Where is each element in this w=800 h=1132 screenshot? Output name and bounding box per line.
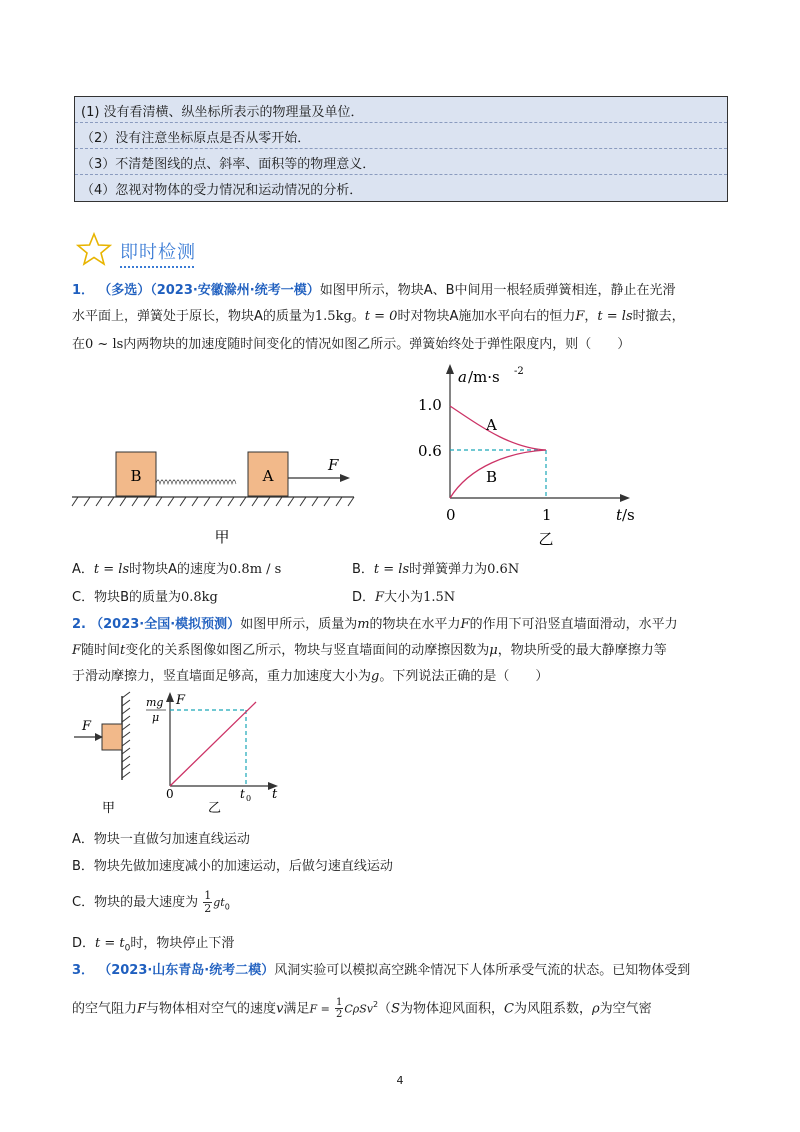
q2-y-arrowhead	[166, 692, 174, 702]
q3-text: （	[378, 1001, 392, 1017]
option-text: 物块B的质量为	[94, 590, 181, 605]
q1-option-c[interactable]	[72, 586, 218, 605]
q2-line	[170, 702, 256, 786]
note-divider	[75, 122, 727, 123]
q2-option-d[interactable]	[72, 932, 234, 954]
q2-block	[102, 724, 122, 750]
q3-text: 与物体相对空气的速度	[146, 1001, 277, 1017]
q1-t0: t = 0	[364, 309, 398, 324]
q1-figure-jia	[70, 440, 360, 550]
q1-text: 内两物块的加速度随时间变化的情况如图乙所示。弹簧始终处于弹性限度内，则（ ）	[123, 337, 631, 352]
option-text: 时物块A的速度为	[129, 562, 230, 577]
note-3: （3）不清楚图线的点、斜率、面积等的物理意义．	[81, 157, 376, 172]
x-tick-0: 0	[446, 506, 456, 524]
option-label: A．	[72, 562, 94, 577]
q3-text: 为物体迎风面积，	[399, 1001, 504, 1017]
force-arrowhead	[340, 474, 350, 482]
option-value: 0.8m / s	[229, 562, 282, 577]
q1-text: ，	[584, 309, 598, 324]
option-var: t = ls	[373, 562, 410, 577]
q2-option-c[interactable]	[72, 890, 230, 915]
q2-var: μ	[489, 643, 498, 658]
option-label: D．	[72, 936, 96, 951]
q2-text: 变化的关系图像如图乙所示，物块与竖直墙面间的动摩擦因数为	[125, 643, 490, 658]
x-arrowhead	[620, 494, 630, 502]
q3-source: （2023·山东青岛·统考二模）	[98, 963, 275, 978]
option-label: C．	[72, 590, 95, 605]
y-tick-1: 1.0	[418, 396, 442, 414]
y-tick-06: 0.6	[418, 442, 442, 460]
q1-line-1	[72, 282, 676, 300]
q3-var: F	[137, 1001, 147, 1017]
q2-text: 。下列说法正确的是（ ）	[379, 669, 549, 684]
curve-b	[450, 450, 546, 498]
q2-x-label: t	[272, 787, 278, 802]
q3-line-2	[72, 990, 652, 1024]
force-label: F	[328, 456, 339, 474]
y-label-a: a	[458, 368, 467, 386]
q2-x-t0: t	[240, 787, 245, 801]
frac-den: 2	[335, 1009, 343, 1021]
q2-var: g	[371, 669, 380, 684]
q2-number: 2.	[72, 617, 86, 632]
option-var: t = ls	[93, 562, 130, 577]
option-text: 时弹簧弹力为	[409, 562, 488, 577]
q2-line-1	[72, 616, 678, 634]
x-tick-1: 1	[542, 506, 552, 524]
q3-var: C	[503, 1001, 514, 1017]
block-b-label: B	[130, 467, 142, 485]
q1-text: 在	[72, 337, 86, 352]
q2-var: F	[460, 617, 470, 632]
caption-yi: 乙	[538, 530, 554, 548]
q1-mass: 1.5kg	[314, 309, 352, 324]
q1-text: 如图甲所示，物块A、B中间用一根轻质弹簧相连，静止在光滑	[319, 283, 676, 298]
option-text: 时，物块停止下滑	[130, 936, 235, 951]
option-var: F	[375, 590, 385, 605]
q3-var: v	[276, 1001, 284, 1017]
frac-num: 1	[204, 889, 212, 902]
q2-text: 的作用下可沿竖直墙面滑动，水平力	[469, 617, 678, 632]
q1-line-2	[72, 308, 685, 326]
q2-var: F	[72, 643, 82, 658]
q2-source: （2023·全国·模拟预测）	[90, 617, 241, 632]
caption-jia: 甲	[214, 528, 230, 546]
q3-formula-fraction	[335, 997, 343, 1020]
q1-text: 水平面上，弹簧处于原长，物块A的质量为	[72, 309, 315, 324]
q3-formula-rhs: CρSv	[344, 1002, 373, 1016]
q3-text: 为空气密	[599, 1001, 652, 1017]
curve-a-label: A	[486, 416, 497, 434]
spring	[156, 480, 236, 484]
option-label: B．	[352, 562, 374, 577]
q2-text: 于滑动摩擦力，竖直墙面足够高，重力加速度大小为	[72, 669, 372, 684]
q1-option-b[interactable]	[352, 558, 519, 577]
note-2: （2）没有注意坐标原点是否从零开始．	[81, 131, 311, 146]
y-label-unit: /m·s	[468, 368, 500, 386]
note-1: (1) 没有看清横、纵坐标所表示的物理量及单位．	[81, 105, 364, 120]
q2-text: 的物块在水平力	[369, 617, 461, 632]
q3-line-1	[72, 962, 690, 980]
frac-den: 2	[204, 902, 212, 915]
option-var: gt	[213, 896, 225, 909]
option-sub: 0	[224, 902, 230, 912]
q2-y-frac-num: mg	[146, 696, 164, 709]
option-sub: 0	[124, 943, 131, 954]
q2-text: 随时间	[81, 643, 121, 658]
q2-y-frac-den: μ	[152, 711, 160, 724]
ground-hatch	[72, 497, 354, 506]
q1-text: 。	[351, 309, 365, 324]
q3-number: 3．	[72, 963, 95, 978]
q2-figure	[70, 690, 300, 818]
option-value: 0.6N	[487, 562, 520, 577]
q1-option-d[interactable]	[352, 586, 455, 605]
frac-num: 1	[335, 997, 343, 1009]
option-text: C．物块的最大速度为	[72, 895, 199, 910]
q1-number: 1．	[72, 283, 95, 298]
curve-a	[450, 406, 546, 450]
notes-box	[74, 96, 728, 202]
block-a-label: A	[262, 467, 274, 485]
q3-var: S	[391, 1001, 400, 1017]
q3-var: ρ	[591, 1001, 600, 1017]
q1-figure-yi	[410, 362, 650, 550]
q2-x-t0-sub: 0	[246, 794, 252, 803]
page-number: 4	[396, 1074, 404, 1087]
q1-source: （多选）（2023·安徽滁州·统考一模）	[98, 283, 320, 298]
y-label-exp: -2	[514, 366, 524, 377]
section-title: 即时检测	[120, 242, 196, 263]
wall-hatch	[122, 692, 130, 778]
note-4: （4）忽视对物体的受力情况和运动情况的分析．	[81, 183, 363, 198]
option-value: 0.8kg	[181, 590, 218, 605]
q2-text: 如图甲所示，质量为	[240, 617, 358, 632]
x-label-t: t	[616, 506, 623, 524]
section-underline	[120, 266, 194, 268]
q3-text: 满足	[283, 1001, 310, 1017]
q3-text: 风洞实验可以模拟高空跳伞情况下人体所承受气流的状态。已知物体受到	[274, 963, 691, 978]
q3-formula-lhs: F =	[309, 1002, 330, 1016]
q2-origin: 0	[166, 787, 174, 801]
q2-option-b[interactable]: B．物块先做加速度减小的加速运动，后做匀速直线运动	[72, 859, 393, 874]
q1-range: 0 ~ ls	[85, 337, 124, 352]
q2-var: m	[357, 617, 370, 632]
q2-line-2	[72, 642, 667, 660]
q3-text: 为风阻系数，	[513, 1001, 592, 1017]
x-label-unit: /s	[622, 506, 635, 524]
q1-text: 时对物块A施加水平向右的恒力	[397, 309, 576, 324]
q2-y-label: F	[176, 693, 186, 708]
y-arrowhead	[446, 364, 454, 374]
q1-t1: t = ls	[597, 309, 633, 324]
q3-formula-exp: 2	[372, 1000, 379, 1009]
option-label: D．	[352, 590, 376, 605]
q1-option-a[interactable]	[72, 558, 281, 577]
caption-jia: 甲	[102, 801, 116, 816]
q2-line-3	[72, 668, 548, 686]
q2-var: t	[120, 643, 126, 658]
star-icon	[76, 232, 112, 266]
q3-text: 的空气阻力	[72, 1001, 138, 1017]
option-value: 1.5N	[423, 590, 456, 605]
q1-text: 时撤去，	[632, 309, 685, 324]
note-divider	[75, 174, 727, 175]
option-text: 大小为	[384, 590, 424, 605]
q2-c-fraction	[203, 890, 212, 915]
q2-force-label: F	[82, 719, 92, 734]
note-divider	[75, 148, 727, 149]
q2-text: ，物块所受的最大静摩擦力等	[497, 643, 667, 658]
option-var: t = t	[95, 936, 125, 951]
q1-line-3	[72, 336, 630, 354]
caption-yi: 乙	[208, 801, 222, 816]
curve-b-label: B	[486, 468, 498, 486]
q1-force: F	[575, 309, 585, 324]
q2-option-a[interactable]: A．物块一直做匀加速直线运动	[72, 832, 250, 847]
